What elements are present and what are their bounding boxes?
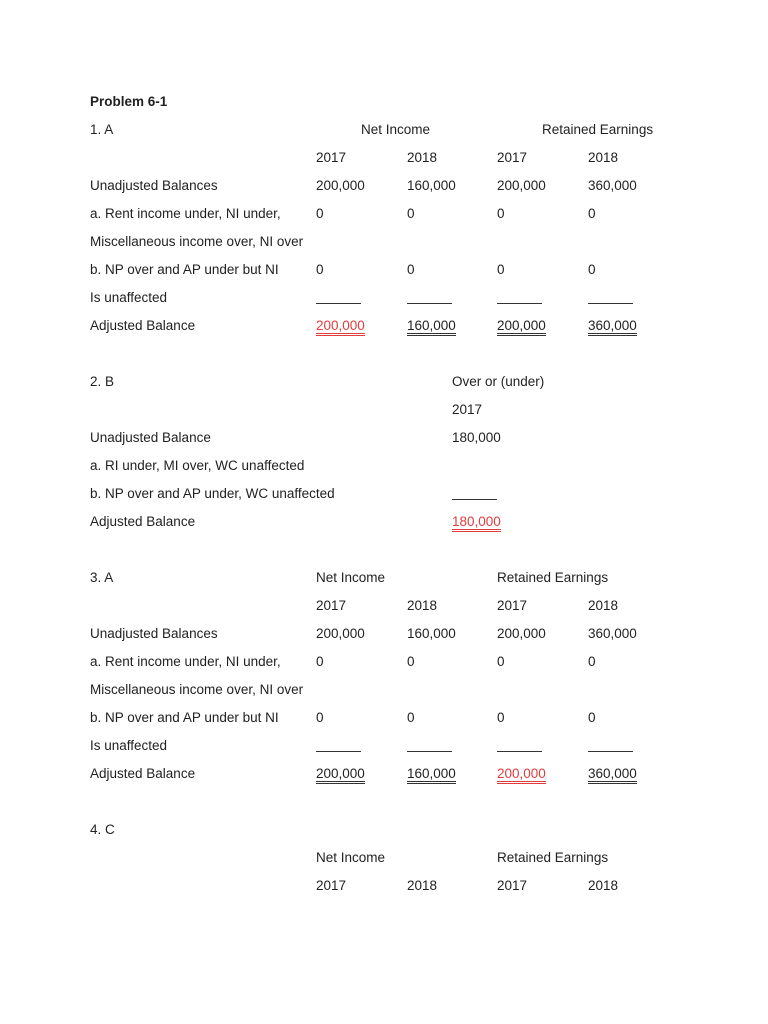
s2-unadjusted-label: Unadjusted Balance bbox=[90, 430, 211, 445]
s1-unadjusted-value: 200,000 bbox=[497, 178, 546, 193]
s1-subtotal-rule bbox=[316, 303, 361, 304]
s3-item-b-value: 0 bbox=[316, 710, 324, 725]
s1-item-b-line1: b. NP over and AP under but NI bbox=[90, 262, 279, 277]
s1-header-net-income: Net Income bbox=[361, 122, 431, 137]
s4-year: 2017 bbox=[497, 878, 528, 893]
s1-item-b-line2: Is unaffected bbox=[90, 290, 168, 305]
s3-year: 2017 bbox=[316, 598, 347, 613]
s1-header-retained-earnings: Retained Earnings bbox=[542, 122, 654, 137]
s3-year: 2017 bbox=[497, 598, 528, 613]
s1-item-b-value: 0 bbox=[407, 262, 415, 277]
s1-subtotal-rule bbox=[407, 303, 452, 304]
s3-year: 2018 bbox=[407, 598, 438, 613]
s2-adjusted-value-highlighted: 180,000 bbox=[452, 514, 501, 532]
s3-item-a-value: 0 bbox=[497, 654, 505, 669]
s3-subtotal-rule bbox=[588, 751, 633, 752]
s3-subtotal-rule bbox=[407, 751, 452, 752]
s3-item-a-value: 0 bbox=[588, 654, 596, 669]
s1-subtotal-rule bbox=[497, 303, 542, 304]
s1-item-b-value: 0 bbox=[316, 262, 324, 277]
s1-adjusted-value: 360,000 bbox=[588, 318, 637, 336]
s2-label: 2. B bbox=[90, 374, 115, 389]
s3-subtotal-rule bbox=[316, 751, 361, 752]
s3-item-a-value: 0 bbox=[316, 654, 324, 669]
s3-item-b-line1: b. NP over and AP under but NI bbox=[90, 710, 279, 725]
s1-adjusted-value: 160,000 bbox=[407, 318, 456, 336]
s2-adjusted-label: Adjusted Balance bbox=[90, 514, 196, 529]
s1-unadjusted-value: 160,000 bbox=[407, 178, 456, 193]
s3-unadjusted-label: Unadjusted Balances bbox=[90, 626, 218, 641]
s1-adjusted-value: 200,000 bbox=[497, 318, 546, 336]
s1-adjusted-label: Adjusted Balance bbox=[90, 318, 196, 333]
s1-year: 2018 bbox=[407, 150, 438, 165]
s3-subtotal-rule bbox=[497, 751, 542, 752]
s3-unadjusted-value: 160,000 bbox=[407, 626, 456, 641]
s3-item-a-line2: Miscellaneous income over, NI over bbox=[90, 682, 304, 697]
s1-item-b-value: 0 bbox=[588, 262, 596, 277]
s1-item-a-value: 0 bbox=[316, 206, 324, 221]
s3-adjusted-value: 200,000 bbox=[316, 766, 365, 784]
s1-item-a-value: 0 bbox=[497, 206, 505, 221]
s2-item-a: a. RI under, MI over, WC unaffected bbox=[90, 458, 305, 473]
s2-item-b: b. NP over and AP under, WC unaffected bbox=[90, 486, 335, 501]
s3-item-b-value: 0 bbox=[407, 710, 415, 725]
s2-year: 2017 bbox=[452, 402, 483, 417]
s1-item-a-value: 0 bbox=[588, 206, 596, 221]
s1-year: 2017 bbox=[316, 150, 347, 165]
s3-year: 2018 bbox=[588, 598, 619, 613]
s1-item-a-line1: a. Rent income under, NI under, bbox=[90, 206, 281, 221]
s3-adjusted-value-highlighted: 200,000 bbox=[497, 766, 546, 784]
s3-adjusted-value: 360,000 bbox=[588, 766, 637, 784]
s3-item-a-line1: a. Rent income under, NI under, bbox=[90, 654, 281, 669]
s4-label: 4. C bbox=[90, 822, 115, 837]
s3-unadjusted-value: 200,000 bbox=[316, 626, 365, 641]
s1-unadjusted-label: Unadjusted Balances bbox=[90, 178, 218, 193]
s2-subtotal-rule bbox=[452, 499, 497, 500]
problem-title: Problem 6-1 bbox=[90, 94, 168, 109]
s4-year: 2018 bbox=[407, 878, 438, 893]
s1-unadjusted-value: 200,000 bbox=[316, 178, 365, 193]
s1-year: 2017 bbox=[497, 150, 528, 165]
s4-year: 2018 bbox=[588, 878, 619, 893]
s3-header-retained-earnings: Retained Earnings bbox=[497, 570, 609, 585]
s3-header-net-income: Net Income bbox=[316, 570, 386, 585]
s2-unadjusted-value: 180,000 bbox=[452, 430, 501, 445]
s1-item-b-value: 0 bbox=[497, 262, 505, 277]
s3-item-a-value: 0 bbox=[407, 654, 415, 669]
s1-subtotal-rule bbox=[588, 303, 633, 304]
s1-year: 2018 bbox=[588, 150, 619, 165]
s3-unadjusted-value: 200,000 bbox=[497, 626, 546, 641]
s4-header-net-income: Net Income bbox=[316, 850, 386, 865]
s1-item-a-value: 0 bbox=[407, 206, 415, 221]
s1-label: 1. A bbox=[90, 122, 114, 137]
s3-item-b-value: 0 bbox=[497, 710, 505, 725]
s4-header-retained-earnings: Retained Earnings bbox=[497, 850, 609, 865]
s2-header: Over or (under) bbox=[452, 374, 545, 389]
s3-adjusted-value: 160,000 bbox=[407, 766, 456, 784]
s1-unadjusted-value: 360,000 bbox=[588, 178, 637, 193]
s3-adjusted-label: Adjusted Balance bbox=[90, 766, 196, 781]
s1-adjusted-value-highlighted: 200,000 bbox=[316, 318, 365, 336]
s4-year: 2017 bbox=[316, 878, 347, 893]
s3-label: 3. A bbox=[90, 570, 114, 585]
s3-item-b-value: 0 bbox=[588, 710, 596, 725]
s3-unadjusted-value: 360,000 bbox=[588, 626, 637, 641]
s3-item-b-line2: Is unaffected bbox=[90, 738, 168, 753]
s1-item-a-line2: Miscellaneous income over, NI over bbox=[90, 234, 304, 249]
